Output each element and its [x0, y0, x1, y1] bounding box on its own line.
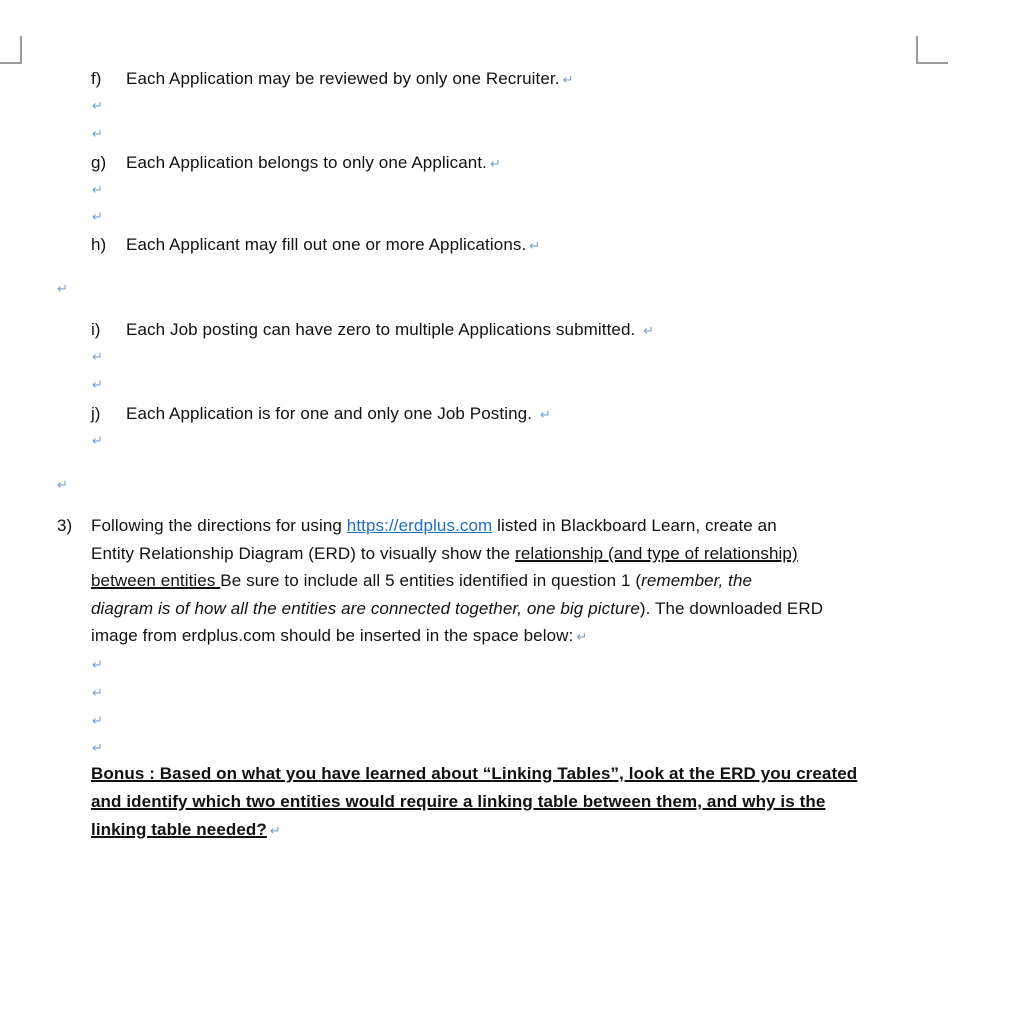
item-j-text — [126, 400, 551, 429]
paragraph-mark-icon: ↵ — [92, 126, 103, 141]
paragraph-mark-icon: ↵ — [92, 98, 103, 113]
paragraph-mark-icon: ↵ — [576, 629, 588, 644]
q3-text: Be sure to include all 5 entities identified in question 1 ( — [220, 571, 642, 590]
paragraph-mark-icon: ↵ — [643, 323, 655, 338]
paragraph-mark-icon: ↵ — [92, 182, 103, 197]
crop-mark-top-right — [916, 36, 948, 64]
question-3-line-5 — [91, 622, 587, 651]
paragraph-mark-icon: ↵ — [92, 377, 103, 392]
paragraph-mark-icon: ↵ — [539, 407, 551, 422]
q3-italic-text: remember, the — [641, 571, 753, 590]
bonus-line-2: and identify which two entities would require a linking table between them, and why is the — [91, 792, 826, 811]
item-f-text — [126, 65, 574, 94]
q3-text: Entity Relationship Diagram (ERD) to visually show the — [91, 544, 516, 563]
item-h-text — [126, 231, 540, 260]
paragraph-mark-icon: ↵ — [92, 657, 103, 672]
item-h-label: h) — [91, 235, 107, 254]
item-g-label: g) — [91, 153, 107, 172]
paragraph-mark-icon: ↵ — [92, 209, 103, 224]
question-3-line-1 — [91, 512, 777, 540]
item-f-label: f) — [91, 69, 102, 88]
q3-text: Following the directions for using — [91, 516, 347, 535]
item-j-sentence: Each Application is for one and only one Job Posting. — [126, 404, 537, 423]
paragraph-mark-icon: ↵ — [92, 433, 103, 448]
q3-text: listed in Blackboard Learn, create an — [492, 516, 777, 535]
item-i-text — [126, 316, 654, 345]
erdplus-link[interactable]: https://erdplus.com — [346, 516, 493, 535]
item-f-sentence: Each Application may be reviewed by only one Recruiter. — [126, 69, 560, 88]
question-3-line-4 — [91, 595, 823, 623]
paragraph-mark-icon: ↵ — [57, 477, 68, 492]
paragraph-mark-icon: ↵ — [562, 72, 574, 87]
paragraph-mark-icon: ↵ — [92, 740, 103, 755]
item-j-label: j) — [91, 404, 101, 423]
question-3-line-2 — [91, 540, 798, 568]
q3-underlined-text: between entities — [91, 571, 221, 590]
paragraph-mark-icon: ↵ — [92, 685, 103, 700]
question-3-number: 3) — [57, 516, 73, 535]
paragraph-mark-icon: ↵ — [92, 713, 103, 728]
paragraph-mark-icon: ↵ — [490, 156, 502, 171]
bonus-text: linking table needed? — [91, 820, 267, 839]
q3-underlined-text: relationship (and type of relationship) — [515, 544, 798, 563]
item-g-text — [126, 149, 501, 178]
q3-text: ). The downloaded ERD — [639, 599, 824, 618]
bonus-line-1: Bonus : Based on what you have learned about “Linking Tables”, look at the ERD you created — [91, 764, 858, 783]
crop-mark-top-left — [0, 36, 22, 64]
paragraph-mark-icon: ↵ — [92, 349, 103, 364]
item-h-sentence: Each Applicant may fill out one or more Applications. — [126, 235, 527, 254]
item-i-label: i) — [91, 320, 101, 339]
question-3-line-3 — [91, 567, 752, 595]
paragraph-mark-icon: ↵ — [57, 281, 68, 296]
bonus-line-3 — [91, 816, 281, 845]
paragraph-mark-icon: ↵ — [529, 238, 541, 253]
item-i-sentence: Each Job posting can have zero to multiple Applications submitted. — [126, 320, 641, 339]
q3-text: image from erdplus.com should be inserted in the space below: — [91, 626, 574, 645]
q3-italic-text: diagram is of how all the entities are connected together, one big picture — [91, 599, 640, 618]
item-g-sentence: Each Application belongs to only one Applicant. — [126, 153, 488, 172]
paragraph-mark-icon: ↵ — [269, 823, 281, 838]
